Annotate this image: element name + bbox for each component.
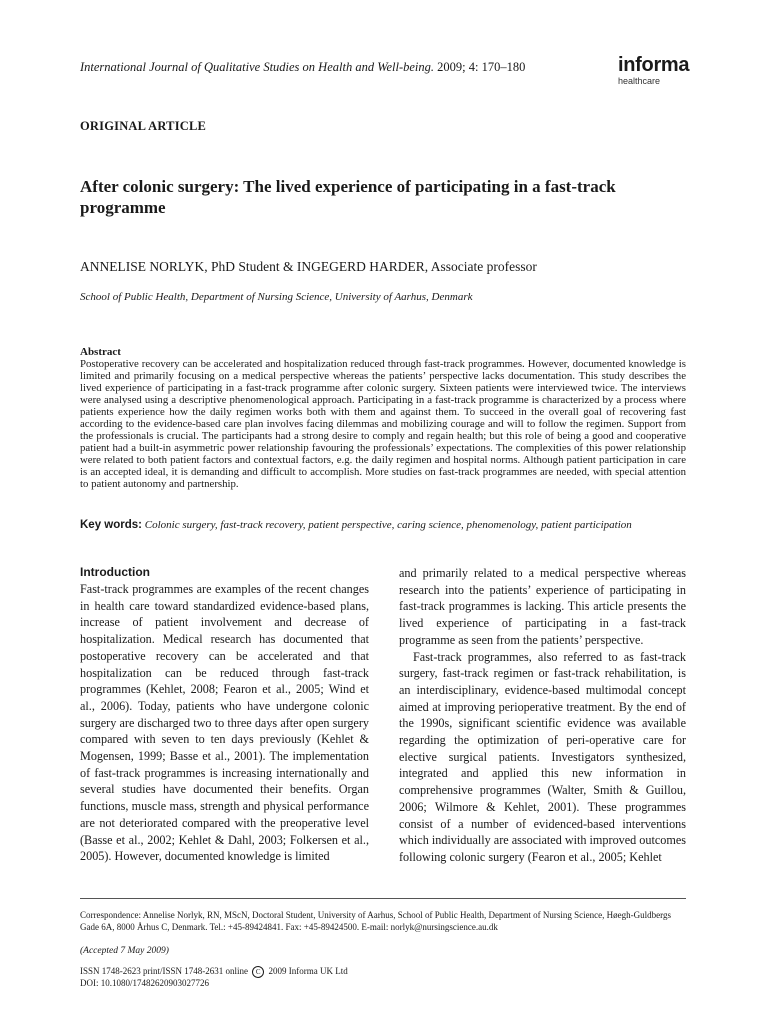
issn-text: ISSN 1748-2623 print/ISSN 1748-2631 online [80, 966, 249, 977]
publication-info [80, 966, 348, 989]
logo-brand: informa [618, 54, 690, 76]
article-type: ORIGINAL ARTICLE [80, 119, 207, 133]
journal-citation [80, 60, 525, 75]
keywords-value: Colonic surgery, fast-track recovery, patient perspective, caring science, phenomenology, patient participation [144, 519, 632, 531]
body-column-left [80, 581, 369, 865]
paragraph: Fast-track programmes are examples of the recent changes in health care toward standardized evidence-based plans, increase of patient involvement and decrease of hospitalization. Medical research has documented that postoperative recovery can be accelerated and that hospitalization can be reduced through fast-track programmes (Kehlet, 2008; Fearon et al., 2005; Wind et al., 2006). Today, patients who have undergone colonic surgery are discharged two to three days after open surgery compared with seven to ten days previously (Kehlet & Mogensen, 1999; Basse et al., 2001). The implementation of fast-track programmes is increasing internationally and several studies have documented their benefits. Organ functions, muscle mass, strength and physical performance are not deteriorated compared with the preoperative level (Basse et al., 2002; Kehlet & Dahl, 2003; Folkersen et al., 2005). However, documented knowledge is limited [80, 582, 369, 864]
issn-line [80, 966, 348, 978]
journal-name: International Journal of Qualitative Studies on Health and Well-being. [80, 60, 435, 74]
correspondence-note: Correspondence: Annelise Norlyk, RN, MScN, Doctoral Student, University of Aarhus, School of Public Health, Department of Nursing Science, Høegh-Guldbergs Gade 6A, 8000 Århus C, Denmark. Tel.: +45-89424841. Fax: +45-89424500. E-mail: norlyk@nursingscience.au.dk [80, 910, 671, 932]
body-column-right [399, 565, 686, 866]
paragraph: and primarily related to a medical perspective whereas research into the patients’ experience of participating in fast-track programmes is lacking. This article presents the lived experience of participating in a fast-track programme as seen from the patients’ perspective. [399, 566, 686, 647]
keywords-label: Key words: [80, 519, 142, 531]
doi: DOI: 10.1080/17482620903027726 [80, 978, 209, 988]
accepted-date: (Accepted 7 May 2009) [80, 946, 169, 956]
footnote-divider [80, 898, 686, 899]
abstract-body: Postoperative recovery can be accelerated and hospitalization reduced through fast-track programmes. However, documented knowledge is limited and primarily focusing on a medical perspective whereas the patients’ perspective lacks documentation. This study describes the lived experience of participating in a fast-track programme after colonic surgery. Sixteen patients were interviewed twice. The interviews were analysed using a descriptive phenomenological approach. Participating in a fast-track programme is characterized by a process where patients experience how the daily regimen works both with them and against them. To succeed in the overall goal of recovering fast according to the evidence-based care plan involves facing dilemmas and mobilizing courage and will to follow the regimen. Support from the professionals is crucial. The participants had a strong desire to comply and regain health; but this role of being a good and cooperative patient had a built-in asymmetric power relationship favouring the professionals’ expectations. The complexities of this power relationship were related to both patient factors and contextual factors, e.g. the daily regimen and hospital norms. Although patient participation in care is an accepted ideal, it is demanding and difficult to accomplish. More studies on fast-track programmes are needed, with special attention to patient autonomy and partnership. [80, 358, 686, 490]
paragraph: Fast-track programmes, also referred to as fast-track surgery, fast-track regimen or fast-track rehabilitation, is an interdisciplinary, evidence-based multimodal concept aimed at improving perioperative treatment. By the end of the 1990s, significant scientific evidence was available regarding the optimization of peri-operative care for elective surgical patients. Investigators synthesized, integrated and applied this new information in comprehensive programmes (Walter, Smith & Guillou, 2006; Wilmore & Kehlet, 2001). These programmes consist of a number of evidenced-based interventions which individually are associated with improved outcomes following colonic surgery (Fearon et al., 2005; Kehlet [399, 649, 687, 864]
copyright-text: 2009 Informa UK Ltd [268, 966, 348, 977]
keywords [80, 519, 700, 531]
section-heading-introduction: Introduction [80, 565, 150, 579]
article-title: After colonic surgery: The lived experience of participating in a fast-track programme [80, 177, 616, 217]
journal-volume: 2009; 4: 170–180 [434, 60, 526, 74]
authors: ANNELISE NORLYK, PhD Student & INGEGERD HARDER, Associate professor [80, 259, 537, 274]
affiliation: School of Public Health, Department of Nursing Science, University of Aarhus, Denmark [80, 291, 473, 303]
logo-sub: healthcare [618, 76, 661, 86]
abstract-heading: Abstract [80, 346, 121, 358]
publisher-logo [618, 54, 698, 86]
copyright-icon: C [252, 966, 264, 978]
